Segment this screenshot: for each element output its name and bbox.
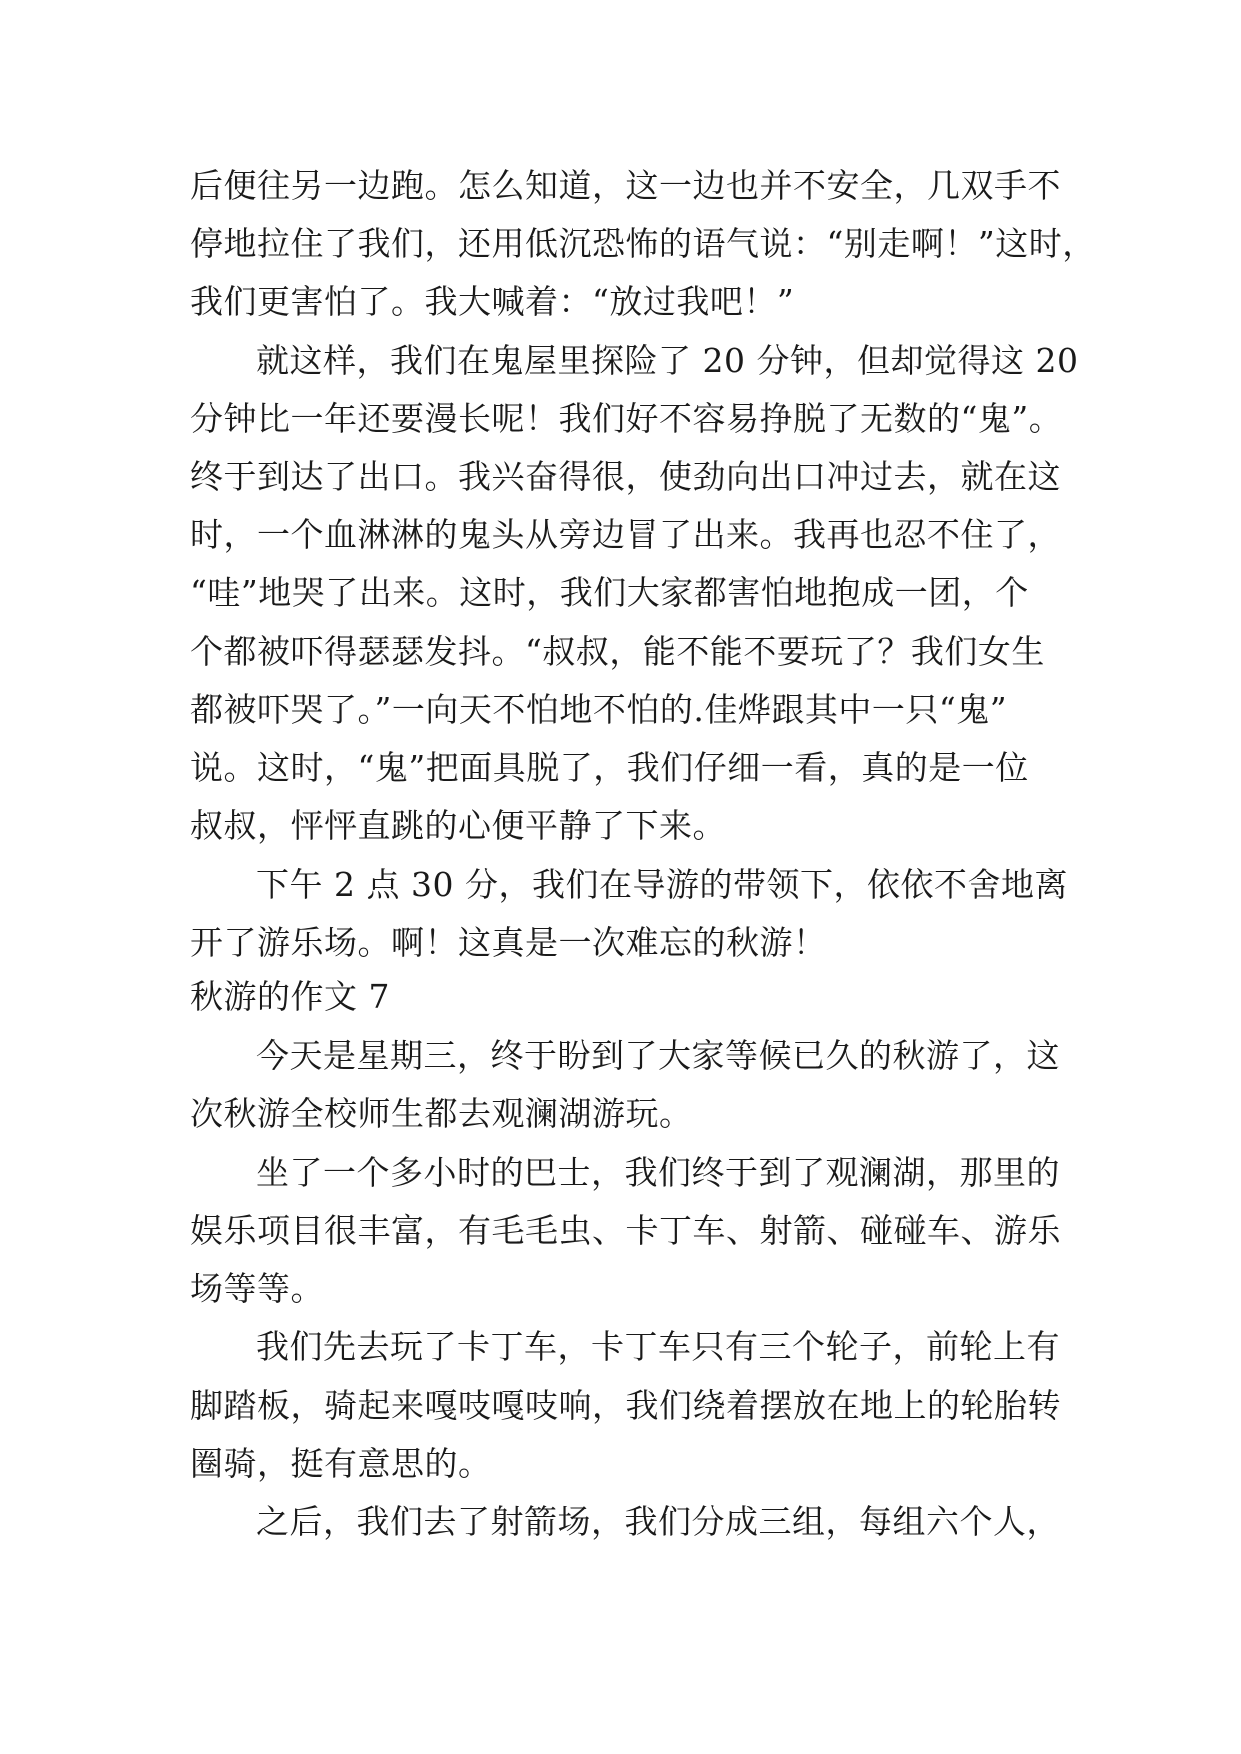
text-line: 说。这时，“鬼”把面具脱了，我们仔细一看，真的是一位 xyxy=(190,748,1029,787)
text-line: 后便往另一边跑。怎么知道，这一边也并不安全，几双手不 xyxy=(190,166,1061,205)
text-line: 开了游乐场。啊！这真是一次难忘的秋游！ xyxy=(190,923,827,962)
text-line: 终于到达了出口。我兴奋得很，使劲向出口冲过去，就在这 xyxy=(190,457,1061,496)
paragraph-first-line: 下午 2 点 30 分，我们在导游的带领下，依依不舍地离 xyxy=(256,865,1068,904)
text-line: 次秋游全校师生都去观澜湖游玩。 xyxy=(190,1094,693,1133)
text-line: 娱乐项目很丰富，有毛毛虫、卡丁车、射箭、碰碰车、游乐 xyxy=(190,1211,1061,1250)
paragraph-first-line: 我们先去玩了卡丁车，卡丁车只有三个轮子，前轮上有 xyxy=(256,1327,1060,1366)
text-line: “哇”地哭了出来。这时，我们大家都害怕地抱成一团，个 xyxy=(190,573,1029,612)
text-line: 叔叔，怦怦直跳的心便平静了下来。 xyxy=(190,806,726,845)
section-heading: 秋游的作文 7 xyxy=(190,977,390,1016)
text-line: 我们更害怕了。我大喊着：“放过我吧！” xyxy=(190,282,795,321)
text-line: 时，一个血淋淋的鬼头从旁边冒了出来。我再也忍不住了， xyxy=(190,515,1061,554)
text-line: 脚踏板，骑起来嘎吱嘎吱响，我们绕着摆放在地上的轮胎转 xyxy=(190,1386,1061,1425)
text-line: 圈骑，挺有意思的。 xyxy=(190,1444,492,1483)
text-line: 个都被吓得瑟瑟发抖。“叔叔，能不能不要玩了？我们女生 xyxy=(190,632,1045,671)
text-line: 都被吓哭了。”一向天不怕地不怕的.佳烨跟其中一只“鬼” xyxy=(190,690,1008,729)
text-line: 场等等。 xyxy=(190,1269,324,1308)
paragraph-first-line: 之后，我们去了射箭场，我们分成三组，每组六个人， xyxy=(256,1502,1060,1541)
text-line: 分钟比一年还要漫长呢！我们好不容易挣脱了无数的“鬼”。 xyxy=(190,399,1063,438)
paragraph-first-line: 坐了一个多小时的巴士，我们终于到了观澜湖，那里的 xyxy=(256,1153,1060,1192)
paragraph-first-line: 就这样，我们在鬼屋里探险了 20 分钟，但却觉得这 20 xyxy=(256,341,1079,380)
text-line: 停地拉住了我们，还用低沉恐怖的语气说：“别走啊！”这时， xyxy=(190,224,1096,263)
paragraph-first-line: 今天是星期三，终于盼到了大家等候已久的秋游了，这 xyxy=(256,1036,1060,1075)
